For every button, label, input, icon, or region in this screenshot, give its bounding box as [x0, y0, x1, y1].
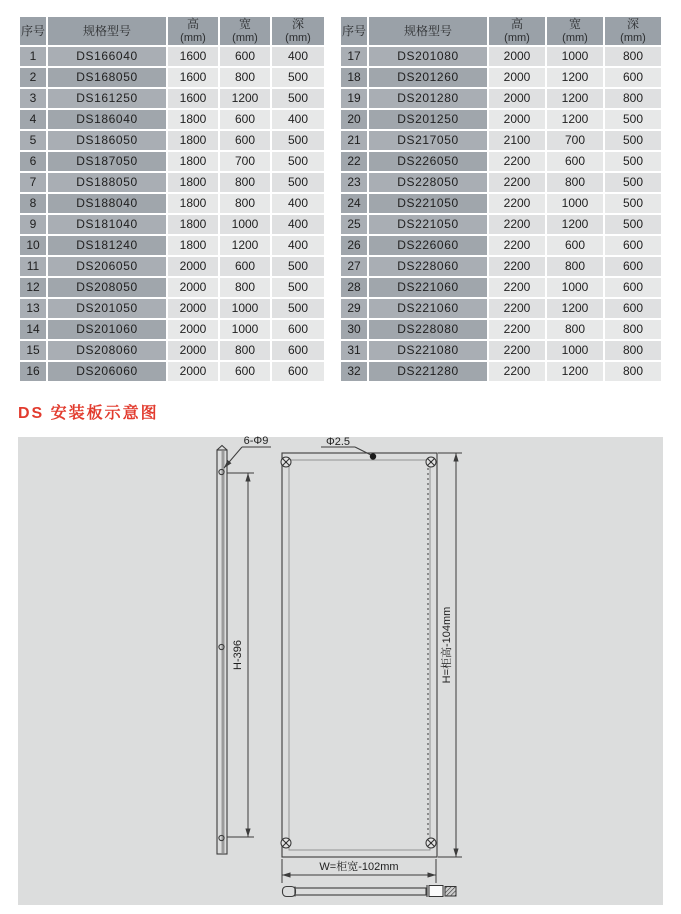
cell-dimension: 1200	[547, 215, 603, 234]
cell-dimension: 600	[605, 236, 661, 255]
cell-dimension: 1800	[168, 215, 218, 234]
table-row	[20, 47, 324, 66]
plate-height-label: H=柜高-104mm	[441, 606, 453, 684]
column-header: 规格型号	[48, 17, 166, 45]
table-row	[20, 89, 324, 108]
cell-dimension: 600	[605, 68, 661, 87]
cell-dimension: 500	[272, 152, 324, 171]
cell-model: DS166040	[48, 47, 166, 66]
cell-dimension: 400	[272, 215, 324, 234]
cell-serial: 17	[341, 47, 367, 66]
cell-model: DS187050	[48, 152, 166, 171]
cell-serial: 6	[20, 152, 46, 171]
cell-dimension: 2200	[489, 152, 545, 171]
cell-model: DS201060	[48, 320, 166, 339]
cell-dimension: 1800	[168, 173, 218, 192]
spec-table-left-body	[20, 47, 324, 381]
cell-dimension: 2200	[489, 299, 545, 318]
screw-bottom-left	[281, 838, 291, 848]
cell-dimension: 500	[272, 278, 324, 297]
table-row	[20, 257, 324, 276]
cell-model: DS228050	[369, 173, 487, 192]
table-row	[20, 194, 324, 213]
cell-model: DS201280	[369, 89, 487, 108]
cell-dimension: 2000	[489, 110, 545, 129]
column-header: 序号	[341, 17, 367, 45]
cell-serial: 22	[341, 152, 367, 171]
cell-dimension: 400	[272, 194, 324, 213]
cell-dimension: 1200	[220, 236, 270, 255]
cell-dimension: 600	[272, 341, 324, 360]
screw-bottom-right	[426, 838, 436, 848]
spec-table-right-head	[341, 17, 661, 45]
cell-dimension: 1000	[547, 278, 603, 297]
cell-dimension: 500	[605, 131, 661, 150]
cell-dimension: 2200	[489, 194, 545, 213]
spec-table-right	[339, 15, 663, 383]
top-view	[283, 885, 457, 897]
cell-dimension: 800	[605, 341, 661, 360]
cell-serial: 20	[341, 110, 367, 129]
cell-model: DS221060	[369, 278, 487, 297]
cell-dimension: 600	[272, 362, 324, 381]
cell-dimension: 2000	[489, 68, 545, 87]
cell-dimension: 800	[220, 341, 270, 360]
cell-serial: 3	[20, 89, 46, 108]
cell-dimension: 2200	[489, 173, 545, 192]
cell-dimension: 2200	[489, 215, 545, 234]
cell-dimension: 1800	[168, 110, 218, 129]
cell-dimension: 800	[605, 362, 661, 381]
table-row	[341, 68, 661, 87]
cell-model: DS186040	[48, 110, 166, 129]
cell-serial: 30	[341, 320, 367, 339]
cell-dimension: 2200	[489, 257, 545, 276]
front-view	[281, 453, 437, 857]
cell-serial: 1	[20, 47, 46, 66]
cell-dimension: 400	[272, 236, 324, 255]
cell-model: DS221060	[369, 299, 487, 318]
table-row	[341, 257, 661, 276]
table-row	[341, 194, 661, 213]
cell-dimension: 2200	[489, 362, 545, 381]
cell-dimension: 2000	[168, 257, 218, 276]
cell-model: DS217050	[369, 131, 487, 150]
cell-model: DS221050	[369, 215, 487, 234]
table-row	[20, 68, 324, 87]
cell-dimension: 2000	[168, 320, 218, 339]
table-row	[20, 173, 324, 192]
cell-serial: 27	[341, 257, 367, 276]
cell-dimension: 500	[605, 152, 661, 171]
table-row	[20, 236, 324, 255]
column-header: 序号	[20, 17, 46, 45]
plate-width-label: W=柜宽-102mm	[319, 861, 399, 873]
cell-serial: 10	[20, 236, 46, 255]
cell-model: DS201050	[48, 299, 166, 318]
spec-table-left-head	[20, 17, 324, 45]
table-row	[20, 215, 324, 234]
cell-dimension: 500	[605, 215, 661, 234]
column-header: 规格型号	[369, 17, 487, 45]
cell-dimension: 500	[272, 131, 324, 150]
cell-model: DS221050	[369, 194, 487, 213]
cell-dimension: 1200	[547, 68, 603, 87]
cell-serial: 14	[20, 320, 46, 339]
cell-serial: 4	[20, 110, 46, 129]
cell-model: DS221080	[369, 341, 487, 360]
cell-dimension: 2000	[168, 341, 218, 360]
table-row	[20, 278, 324, 297]
cell-serial: 18	[341, 68, 367, 87]
cell-model: DS181040	[48, 215, 166, 234]
cell-dimension: 600	[547, 236, 603, 255]
screw-dia-label: Φ2.5	[325, 436, 351, 448]
cell-serial: 29	[341, 299, 367, 318]
cell-model: DS206050	[48, 257, 166, 276]
table-row	[341, 215, 661, 234]
column-header: 宽 (mm)	[220, 17, 270, 45]
mounting-plate-diagram	[18, 437, 663, 905]
cell-serial: 8	[20, 194, 46, 213]
cell-dimension: 2200	[489, 278, 545, 297]
cell-serial: 19	[341, 89, 367, 108]
cell-model: DS226060	[369, 236, 487, 255]
cell-model: DS161250	[48, 89, 166, 108]
table-row	[341, 341, 661, 360]
cell-dimension: 800	[547, 320, 603, 339]
diagram-area	[18, 437, 663, 905]
cell-dimension: 1000	[547, 47, 603, 66]
cell-dimension: 500	[272, 89, 324, 108]
table-row	[341, 278, 661, 297]
table-row	[341, 89, 661, 108]
cell-serial: 24	[341, 194, 367, 213]
cell-dimension: 2200	[489, 341, 545, 360]
table-row	[341, 173, 661, 192]
cell-dimension: 2200	[489, 236, 545, 255]
cell-dimension: 2200	[489, 320, 545, 339]
spec-tables	[18, 15, 663, 383]
cell-dimension: 500	[605, 194, 661, 213]
cell-dimension: 500	[272, 68, 324, 87]
cell-dimension: 500	[272, 299, 324, 318]
cell-model: DS228060	[369, 257, 487, 276]
table-row	[341, 131, 661, 150]
cell-model: DS208060	[48, 341, 166, 360]
cell-dimension: 2000	[168, 299, 218, 318]
column-header: 高 (mm)	[489, 17, 545, 45]
cell-model: DS208050	[48, 278, 166, 297]
cell-dimension: 800	[220, 68, 270, 87]
cell-dimension: 800	[605, 320, 661, 339]
plate-height-dimension	[438, 453, 462, 857]
cell-dimension: 600	[220, 131, 270, 150]
cell-dimension: 2000	[489, 89, 545, 108]
cell-dimension: 800	[220, 278, 270, 297]
cell-dimension: 2000	[168, 362, 218, 381]
cell-dimension: 500	[605, 173, 661, 192]
column-header: 高 (mm)	[168, 17, 218, 45]
cell-serial: 25	[341, 215, 367, 234]
cell-model: DS188050	[48, 173, 166, 192]
cell-model: DS188040	[48, 194, 166, 213]
holes-label: 6-Φ9	[243, 435, 269, 447]
cell-dimension: 1200	[220, 89, 270, 108]
cell-serial: 32	[341, 362, 367, 381]
cell-dimension: 1200	[547, 89, 603, 108]
cell-dimension: 500	[272, 257, 324, 276]
cell-serial: 15	[20, 341, 46, 360]
side-view	[217, 446, 227, 855]
table-row	[20, 299, 324, 318]
cell-dimension: 1200	[547, 362, 603, 381]
cell-model: DS228080	[369, 320, 487, 339]
cell-dimension: 1600	[168, 89, 218, 108]
cell-model: DS226050	[369, 152, 487, 171]
cell-serial: 7	[20, 173, 46, 192]
plate-width-dimension	[282, 859, 436, 883]
cell-model: DS181240	[48, 236, 166, 255]
cell-dimension: 1000	[547, 341, 603, 360]
rail-height-label: H-396	[232, 640, 244, 670]
table-row	[20, 341, 324, 360]
column-header: 深 (mm)	[605, 17, 661, 45]
cell-dimension: 1800	[168, 236, 218, 255]
cell-dimension: 1800	[168, 194, 218, 213]
table-row	[341, 362, 661, 381]
cell-dimension: 500	[272, 173, 324, 192]
cell-dimension: 600	[220, 47, 270, 66]
cell-dimension: 800	[547, 173, 603, 192]
cell-dimension: 2000	[489, 47, 545, 66]
cell-dimension: 800	[547, 257, 603, 276]
cell-dimension: 700	[547, 131, 603, 150]
cell-model: DS168050	[48, 68, 166, 87]
cell-dimension: 600	[605, 257, 661, 276]
cell-model: DS206060	[48, 362, 166, 381]
spec-table-right-body	[341, 47, 661, 381]
cell-serial: 21	[341, 131, 367, 150]
table-row	[20, 152, 324, 171]
cell-model: DS186050	[48, 131, 166, 150]
cell-dimension: 800	[220, 194, 270, 213]
cell-dimension: 500	[605, 110, 661, 129]
cell-dimension: 600	[220, 362, 270, 381]
table-row	[341, 236, 661, 255]
cell-dimension: 1200	[547, 299, 603, 318]
table-row	[20, 131, 324, 150]
cell-serial: 5	[20, 131, 46, 150]
cell-dimension: 1200	[547, 110, 603, 129]
cell-dimension: 600	[547, 152, 603, 171]
cell-serial: 31	[341, 341, 367, 360]
rail-height-dimension	[227, 473, 254, 837]
cell-serial: 12	[20, 278, 46, 297]
cell-serial: 23	[341, 173, 367, 192]
cell-dimension: 1000	[220, 299, 270, 318]
table-row	[20, 110, 324, 129]
cell-model: DS201080	[369, 47, 487, 66]
cell-serial: 16	[20, 362, 46, 381]
cell-dimension: 1000	[220, 320, 270, 339]
table-row	[341, 110, 661, 129]
cell-dimension: 800	[605, 47, 661, 66]
screw-top-right	[426, 457, 436, 467]
cell-serial: 26	[341, 236, 367, 255]
cell-dimension: 1000	[220, 215, 270, 234]
screw-dia-callout	[321, 436, 376, 460]
holes-callout	[224, 435, 271, 468]
cell-model: DS201260	[369, 68, 487, 87]
cell-dimension: 1600	[168, 68, 218, 87]
cell-serial: 2	[20, 68, 46, 87]
cell-serial: 9	[20, 215, 46, 234]
column-header: 宽 (mm)	[547, 17, 603, 45]
cell-dimension: 800	[220, 173, 270, 192]
cell-dimension: 1600	[168, 47, 218, 66]
cell-dimension: 400	[272, 110, 324, 129]
cell-model: DS201250	[369, 110, 487, 129]
cell-dimension: 1800	[168, 152, 218, 171]
table-row	[20, 320, 324, 339]
cell-dimension: 600	[220, 257, 270, 276]
cell-dimension: 1000	[547, 194, 603, 213]
cell-serial: 13	[20, 299, 46, 318]
table-row	[20, 362, 324, 381]
cell-dimension: 700	[220, 152, 270, 171]
column-header: 深 (mm)	[272, 17, 324, 45]
cell-dimension: 600	[605, 278, 661, 297]
cell-serial: 28	[341, 278, 367, 297]
table-row	[341, 152, 661, 171]
cell-serial: 11	[20, 257, 46, 276]
cell-dimension: 400	[272, 47, 324, 66]
cell-model: DS221280	[369, 362, 487, 381]
cell-dimension: 1800	[168, 131, 218, 150]
table-row	[341, 299, 661, 318]
table-row	[341, 47, 661, 66]
cell-dimension: 2100	[489, 131, 545, 150]
cell-dimension: 600	[605, 299, 661, 318]
spec-table-left	[18, 15, 326, 383]
cell-dimension: 800	[605, 89, 661, 108]
cell-dimension: 600	[220, 110, 270, 129]
diagram-title: DS 安装板示意图	[18, 405, 159, 422]
screw-top-left	[281, 457, 291, 467]
cell-dimension: 600	[272, 320, 324, 339]
table-row	[341, 320, 661, 339]
cell-dimension: 2000	[168, 278, 218, 297]
